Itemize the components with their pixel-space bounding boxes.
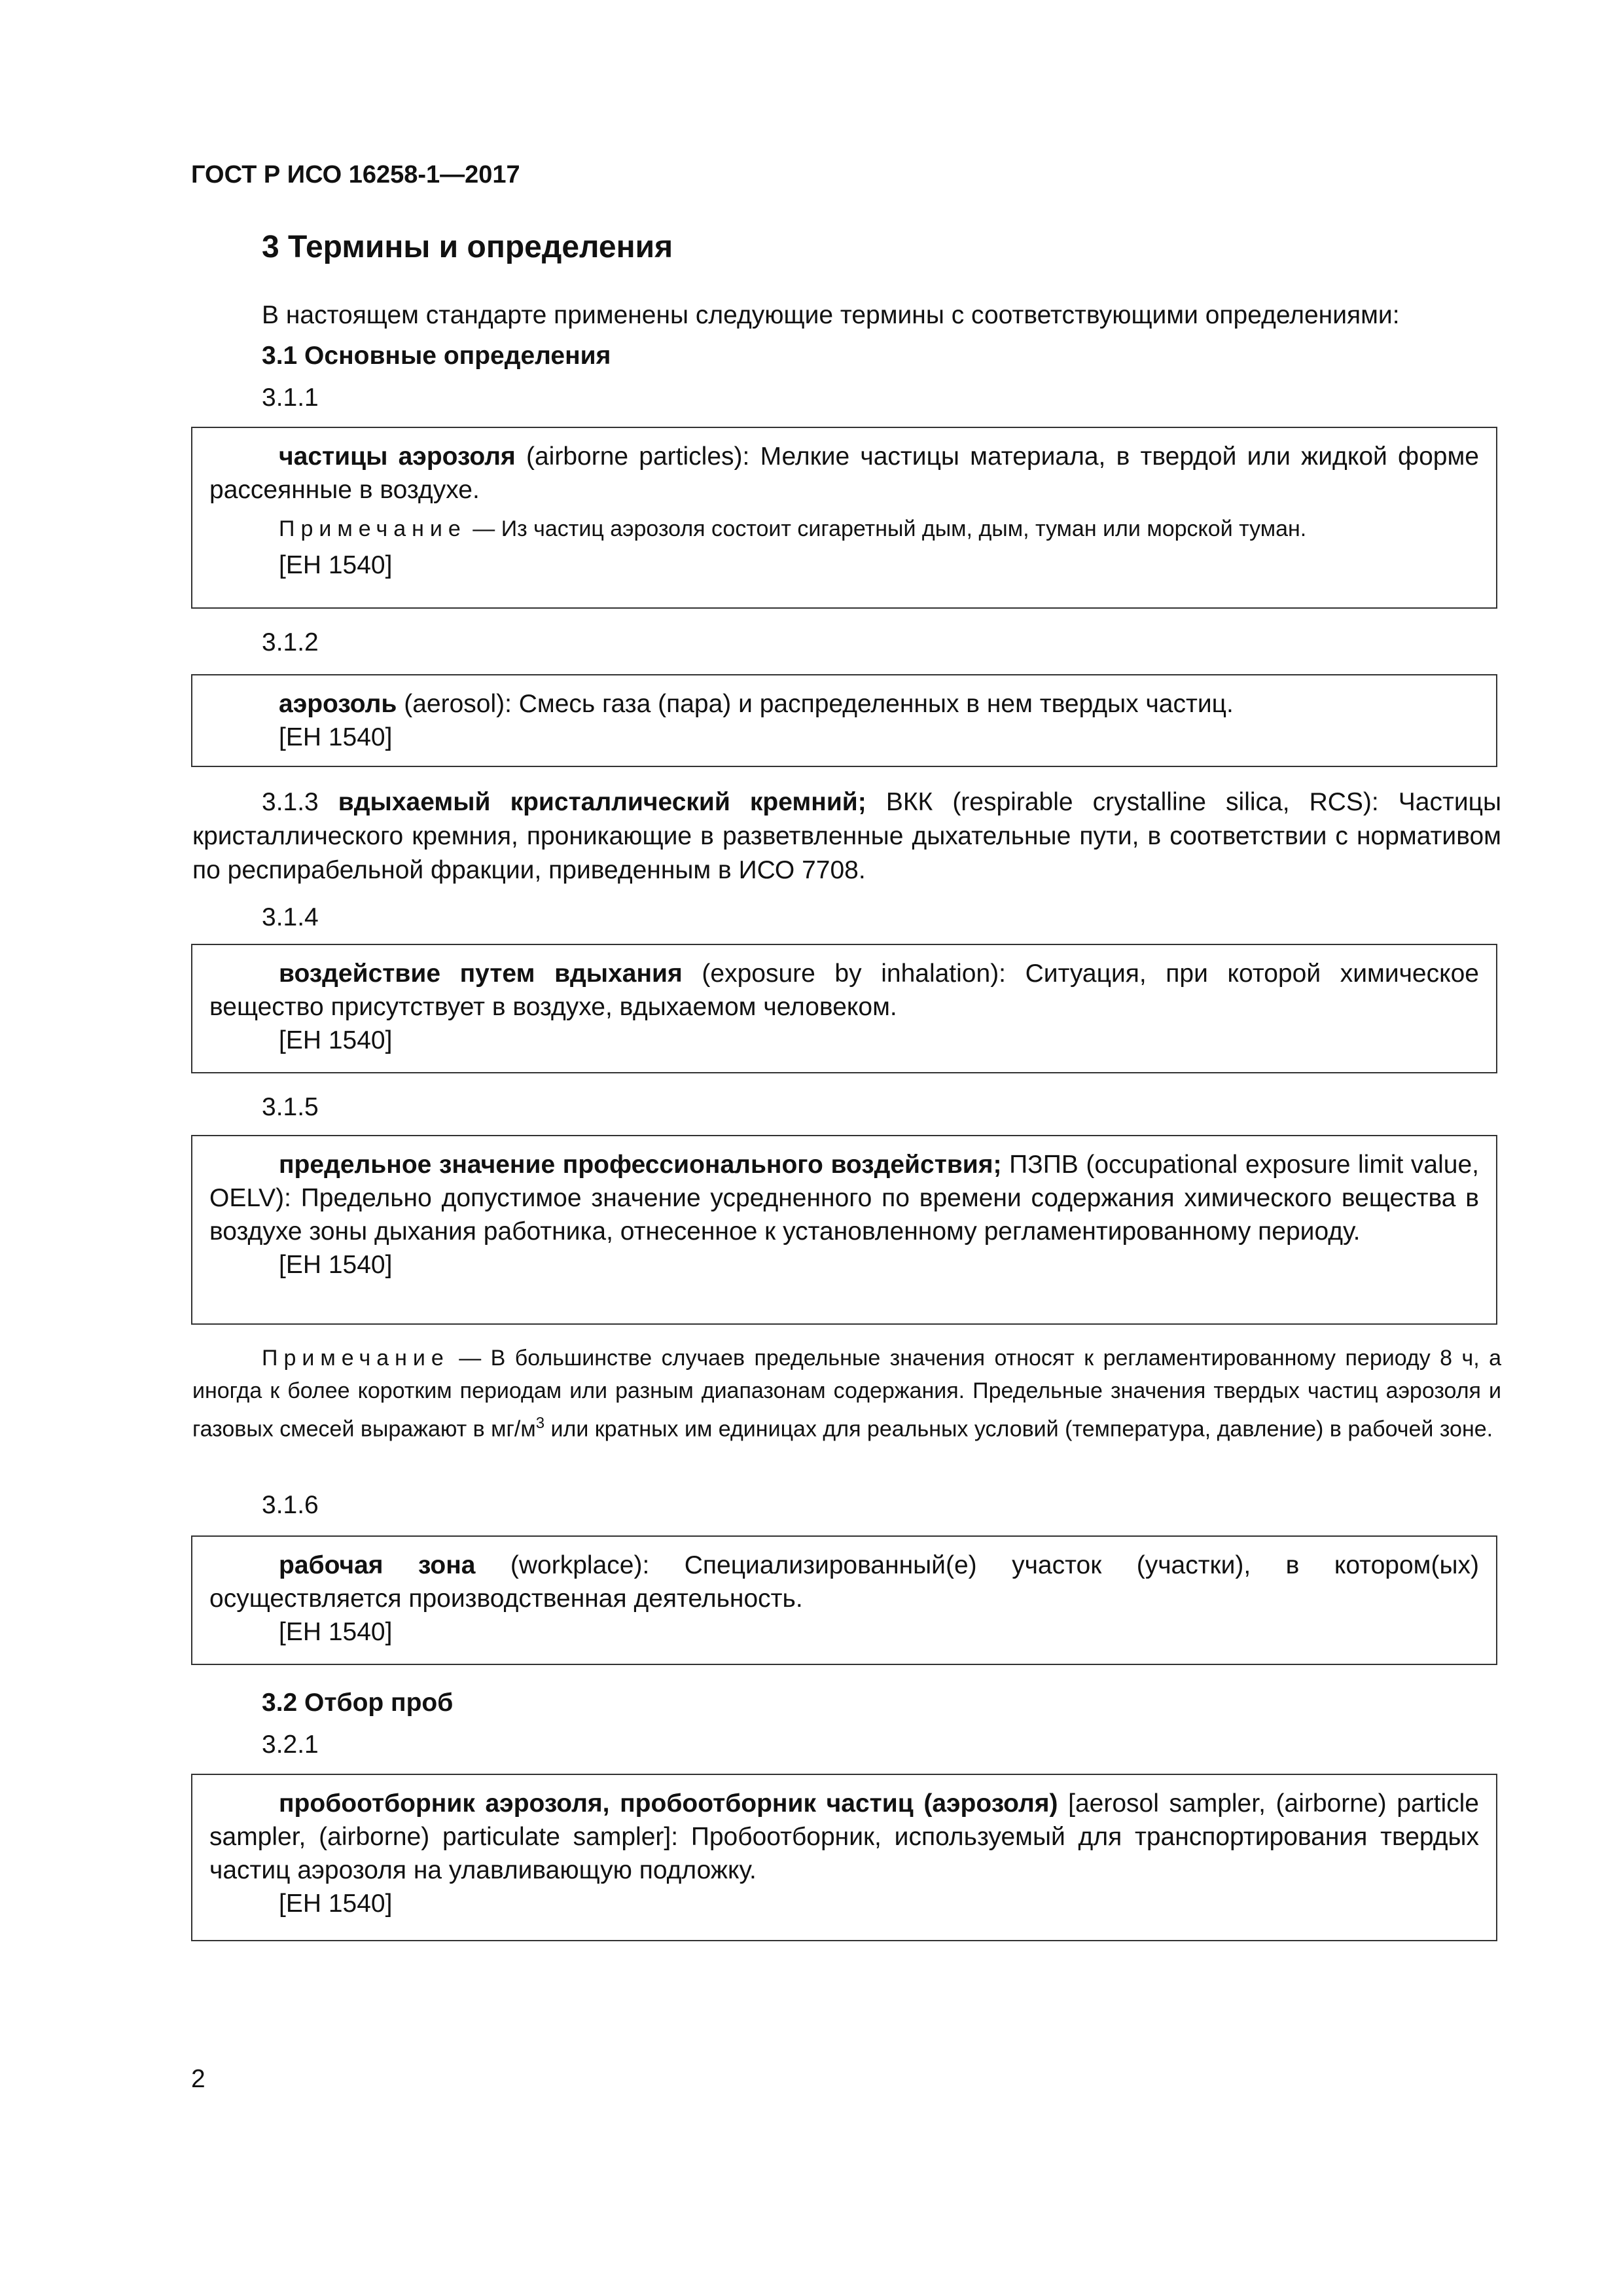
term-number-3-1-1: 3.1.1: [262, 384, 319, 412]
term-name: рабочая зона: [279, 1551, 476, 1579]
term-definition-text: ПЗПВ (occupational exposure limit value, OELV): Предельно допустимое значение усредненного по времени содержания химического вещества в воздухе зоны дыхания работника, отнесенное к установленному регламентированному периоду.: [209, 1151, 1479, 1246]
term-definition-text: (exposure by inhalation): Ситуация, при которой химическое вещество присутствует в воздухе, вдыхаемом человеком.: [209, 960, 1480, 1021]
term-number: 3.1.3: [262, 788, 338, 816]
term-definition-3-1-5: [209, 1148, 1479, 1248]
term-definition-text: (workplace): Специализированный(е) участок (участки), в котором(ых) осуществляется производственная деятельность.: [209, 1551, 1479, 1613]
term-definition-3-2-1: [209, 1787, 1479, 1887]
term-name: вдыхаемый кристаллический кремний;: [338, 788, 866, 816]
term-definition-text: (aerosol): Смесь газа (пара) и распределенных в нем твердых частиц.: [397, 690, 1234, 718]
note-superscript: 3: [535, 1414, 545, 1432]
term-number-3-2-1: 3.2.1: [262, 1731, 319, 1759]
term-name: пробоотборник аэрозоля, пробоотборник частиц (аэрозоля): [279, 1789, 1058, 1818]
note-text-part-1: — В большинстве случаев предельные значения относят к регламентированному периоду 8 ч, а иногда к более коротким периодам или разным диапазонам содержания. Предельные значения твердых частиц аэрозоля и газовых смесей выражают в мг/м: [192, 1346, 1501, 1442]
term-source-reference: [ЕН 1540]: [279, 723, 393, 751]
term-definition-text: ВКК (respirable crystalline silica, RCS): Частицы кристаллического кремния, проникающие в разветвленные дыхательные пути, в соответствии с нормативом по респирабельной фракции, приведенным в ИСО 7708.: [192, 788, 1502, 884]
term-number-3-1-4: 3.1.4: [262, 903, 319, 931]
term-definition-text: [aerosol sampler, (airborne) particle sampler, (airborne) particulate sampler]: Пробоотборник, используемый для транспортирования твердых частиц аэрозоля на улавливающую подложку.: [209, 1789, 1479, 1884]
term-source-reference: [ЕН 1540]: [279, 551, 393, 579]
term-name: аэрозоль: [279, 690, 397, 718]
term-definition-3-1-3: [192, 785, 1501, 888]
term-number-3-1-5: 3.1.5: [262, 1093, 319, 1121]
term-box-3-1-6: [191, 1535, 1497, 1665]
term-note-3-1-5: [192, 1342, 1501, 1445]
note-label: Примечание: [279, 516, 467, 541]
term-definition-3-1-2: [209, 687, 1479, 721]
term-definition-3-1-6: [209, 1549, 1479, 1615]
term-definition-3-1-1: [209, 440, 1479, 507]
term-source-reference: [ЕН 1540]: [279, 1251, 393, 1279]
term-box-3-1-5: [191, 1135, 1497, 1325]
intro-paragraph: В настоящем стандарте применены следующие термины с соответствующими определениями:: [262, 301, 1400, 329]
term-note: [209, 513, 1479, 545]
note-text-part-2: или кратных им единицах для реальных условий (температура, давление) в рабочей зоне.: [544, 1416, 1493, 1442]
term-source-reference: [ЕН 1540]: [279, 1026, 393, 1054]
note-text: — Из частиц аэрозоля состоит сигаретный дым, дым, туман или морской туман.: [466, 516, 1307, 541]
term-name: предельное значение профессионального воздействия;: [279, 1151, 1002, 1179]
page-number: 2: [191, 2065, 205, 2093]
term-number-3-1-2: 3.1.2: [262, 628, 319, 656]
term-box-3-1-2: [191, 674, 1497, 767]
term-definition-text: (airborne particles): Мелкие частицы материала, в твердой или жидкой форме рассеянные в воздухе.: [209, 442, 1479, 504]
term-name: частицы аэрозоля: [279, 442, 516, 471]
term-number-3-1-6: 3.1.6: [262, 1491, 319, 1519]
term-source-reference: [ЕН 1540]: [279, 1618, 393, 1646]
term-definition-3-1-4: [209, 957, 1479, 1024]
subsection-title-sampling: 3.2 Отбор проб: [262, 1689, 454, 1717]
note-label: Примечание: [262, 1346, 450, 1371]
subsection-title-basic: 3.1 Основные определения: [262, 342, 611, 370]
section-title: 3 Термины и определения: [262, 230, 673, 264]
term-box-3-1-4: [191, 944, 1497, 1073]
term-source-reference: [ЕН 1540]: [279, 1890, 393, 1918]
term-box-3-1-1: [191, 427, 1497, 609]
document-code-header: ГОСТ Р ИСО 16258-1—2017: [191, 161, 520, 188]
term-name: воздействие путем вдыхания: [279, 960, 683, 988]
term-box-3-2-1: [191, 1774, 1497, 1941]
